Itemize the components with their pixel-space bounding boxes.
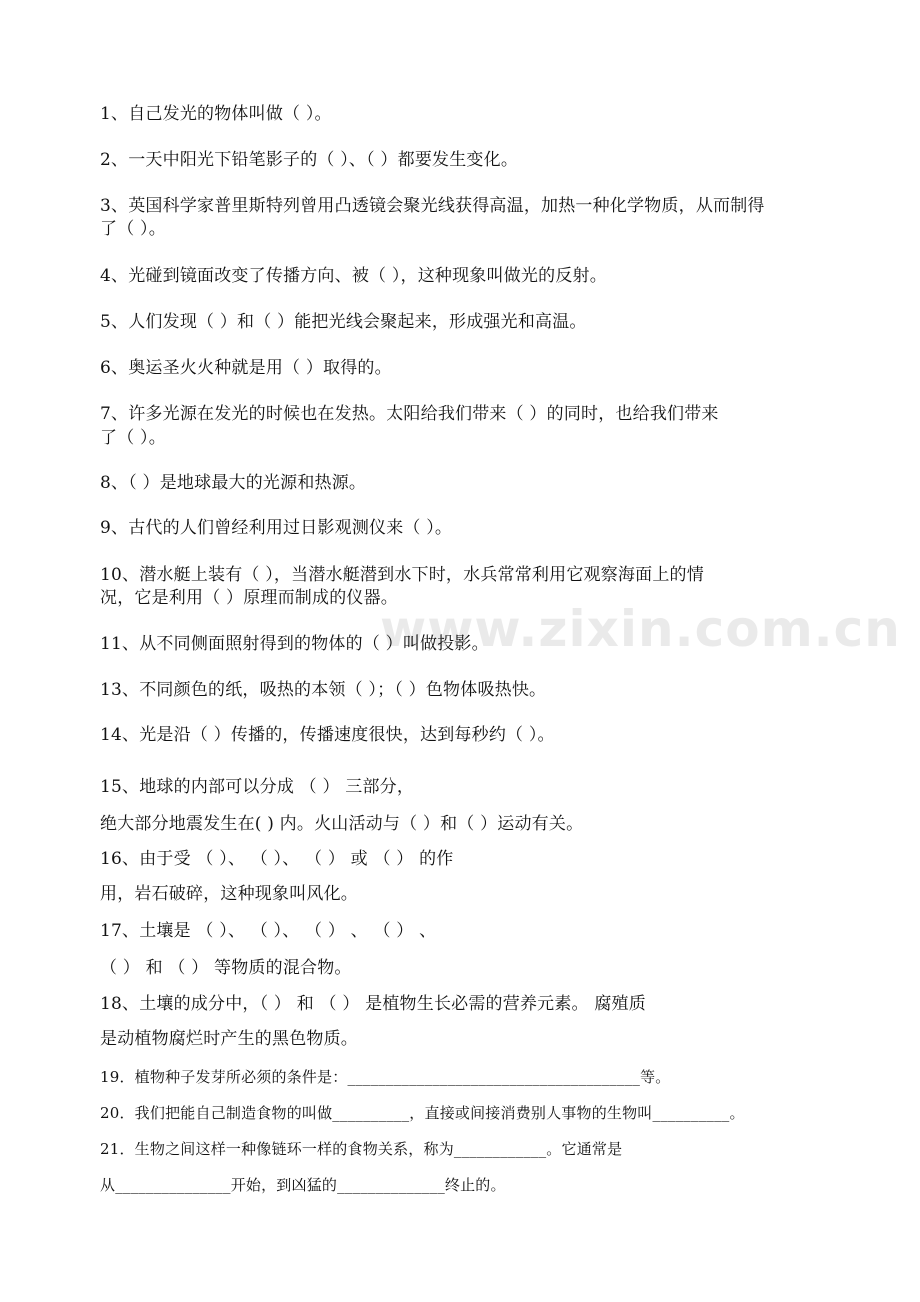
question-13: 13、不同颜色的纸，吸热的本领（ ）；（ ）色物体吸热快。 — [100, 680, 547, 700]
question-2: 2、一天中阳光下铅笔影子的（ ）、（ ）都要发生变化。 — [100, 150, 519, 170]
question-16-line-1: 16、由于受 （ ）、 （ ）、 （ ） 或 （ ） 的作 — [100, 849, 454, 869]
question-17-line-1: 17、土壤是 （ ）、 （ ）、 （ ） 、 （ ） 、 — [100, 921, 437, 941]
question-21-line-1: 21．生物之间这样一种像链环一样的食物关系，称为____________。它通常是 — [100, 1140, 623, 1158]
watermark: www.zixin.com.cn — [380, 600, 901, 658]
question-1: 1、自己发光的物体叫做（ ）。 — [100, 104, 332, 124]
question-11: 11、从不同侧面照射得到的物体的（ ）叫做投影。 — [100, 634, 489, 654]
question-9: 9、古代的人们曾经利用过日影观测仪来（ ）。 — [100, 518, 453, 538]
question-17-line-2: （ ） 和 （ ） 等物质的混合物。 — [100, 958, 352, 978]
question-15-line-1: 15、地球的内部可以分成 （ ） 三部分， — [100, 777, 415, 797]
question-5: 5、人们发现（ ）和（ ）能把光线会聚起来，形成强光和高温。 — [100, 312, 587, 332]
question-10-line-1: 10、潜水艇上装有（ ），当潜水艇潜到水下时，水兵常常利用它观察海面上的情 — [100, 565, 704, 585]
question-19: 19．植物种子发芽所必须的条件是：______________________________________等。 — [100, 1068, 671, 1086]
question-14: 14、光是沿（ ）传播的，传播速度很快，达到每秒约（ ）。 — [100, 725, 555, 745]
question-7-line-2: 了（ ）。 — [100, 428, 166, 448]
question-18-line-1: 18、土壤的成分中，（ ） 和 （ ） 是植物生长必需的营养元素。 腐殖质 — [100, 994, 646, 1014]
question-6: 6、奥运圣火火种就是用（ ）取得的。 — [100, 358, 392, 378]
question-3-line-2: 了（ ）。 — [100, 219, 166, 239]
question-4: 4、光碰到镜面改变了传播方向、被（ ），这种现象叫做光的反射。 — [100, 266, 607, 286]
question-21-line-2: 从_______________开始，到凶猛的______________终止的。 — [100, 1176, 506, 1194]
question-7-line-1: 7、许多光源在发光的时候也在发热。太阳给我们带来（ ）的同时，也给我们带来 — [100, 404, 719, 424]
question-3-line-1: 3、英国科学家普里斯特列曾用凸透镜会聚光线获得高温，加热一种化学物质，从而制得 — [100, 196, 765, 216]
question-20: 20．我们把能自己制造食物的叫做__________，直接或间接消费别人事物的生物叫__________。 — [100, 1104, 745, 1122]
question-16-line-2: 用，岩石破碎，这种现象叫风化。 — [100, 884, 358, 904]
question-8: 8、（ ）是地球最大的光源和热源。 — [100, 473, 367, 493]
question-15-line-2: 绝大部分地震发生在( ) 内。火山活动与（ ）和（ ）运动有关。 — [100, 814, 584, 834]
question-10-line-2: 况，它是利用（ ）原理而制成的仪器。 — [100, 588, 399, 608]
question-18-line-2: 是动植物腐烂时产生的黑色物质。 — [100, 1029, 358, 1049]
